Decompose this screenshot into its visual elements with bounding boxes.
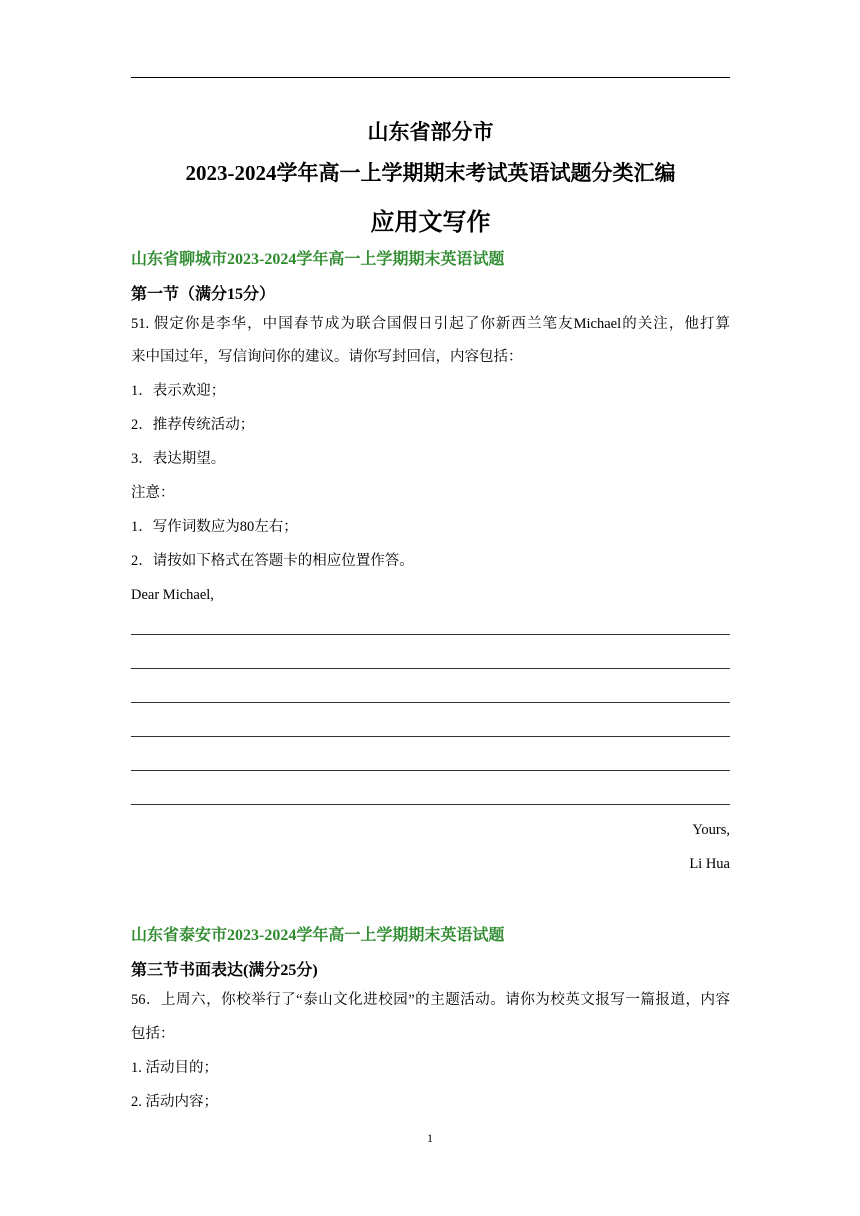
header-rule <box>131 77 730 78</box>
letter-closing: Yours, <box>692 822 730 838</box>
answer-blank-line <box>131 736 730 737</box>
answer-blank-line <box>131 668 730 669</box>
letter-salutation: Dear Michael, <box>131 587 214 603</box>
answer-blank-line <box>131 634 730 635</box>
section2-prompt-line2: 包括： <box>131 1026 175 1042</box>
section1-prompt-line1: 51. 假定你是李华，中国春节成为联合国假日引起了你新西兰笔友Michael的关注，他打算 <box>131 316 730 332</box>
answer-blank-line <box>131 804 730 805</box>
section2-item: 1. 活动目的； <box>131 1060 218 1076</box>
section1-item: 1．表示欢迎； <box>131 383 226 399</box>
page-number: 1 <box>427 1131 433 1145</box>
section1-notes-label: 注意： <box>131 485 175 501</box>
answer-blank-line <box>131 702 730 703</box>
document-title: 2023-2024学年高一上学期期末考试英语试题分类汇编 <box>185 161 676 185</box>
section1-part-heading: 第一节（满分15分） <box>131 286 276 303</box>
section2-part-heading: 第三节书面表达(满分25分) <box>131 962 318 979</box>
document-subtitle: 应用文写作 <box>370 210 491 236</box>
section1-item: 2．推荐传统活动； <box>131 417 255 433</box>
section1-source-heading: 山东省聊城市2023-2024学年高一上学期期末英语试题 <box>131 251 505 268</box>
section2-item: 2. 活动内容； <box>131 1094 218 1110</box>
document-title-region: 山东省部分市 <box>367 120 494 144</box>
section2-prompt-line1: 56．上周六，你校举行了“泰山文化进校园”的主题活动。请你为校英文报写一篇报道，内容 <box>131 992 730 1008</box>
section1-prompt-line2: 来中国过年，写信询问你的建议。请你写封回信，内容包括： <box>131 349 523 365</box>
answer-blank-line <box>131 770 730 771</box>
section1-item: 3．表达期望。 <box>131 451 226 467</box>
section1-note: 2．请按如下格式在答题卡的相应位置作答。 <box>131 553 414 569</box>
letter-signature: Li Hua <box>689 856 730 872</box>
section1-note: 1．写作词数应为80左右； <box>131 519 298 535</box>
section2-source-heading: 山东省泰安市2023-2024学年高一上学期期末英语试题 <box>131 927 505 944</box>
